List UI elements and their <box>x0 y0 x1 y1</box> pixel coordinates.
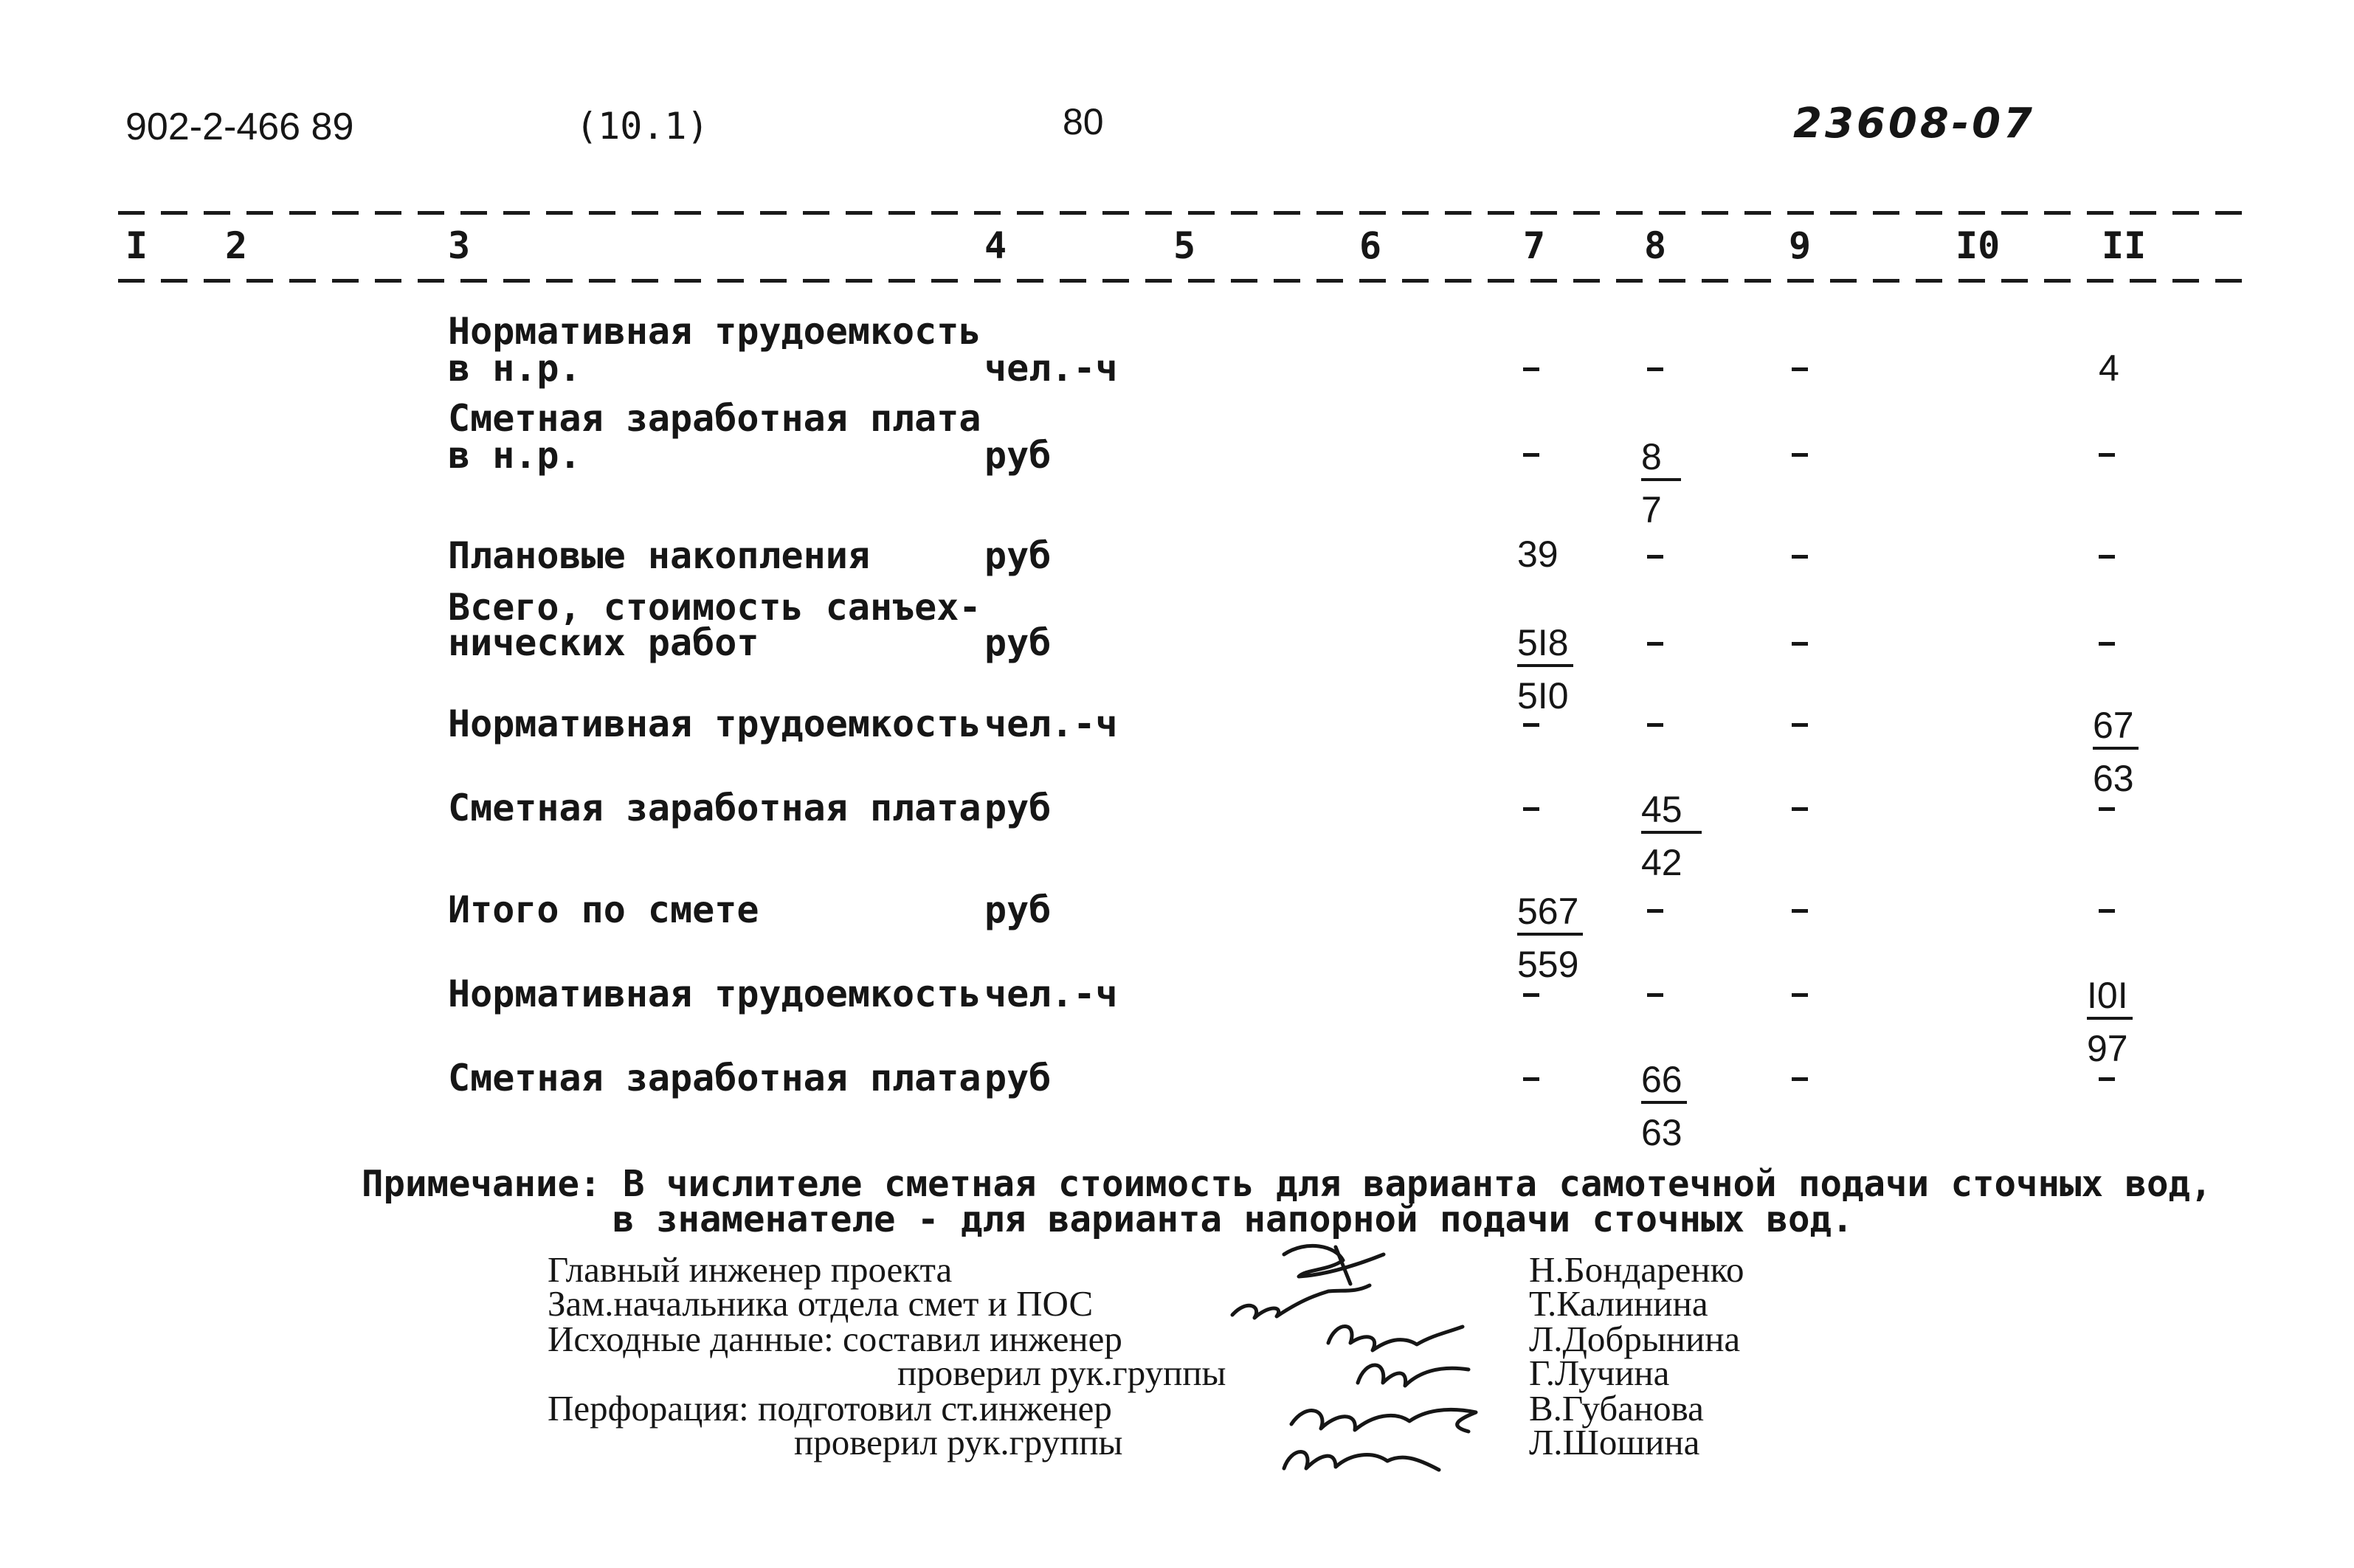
signature-role: Исходные данные: составил инженер <box>548 1319 1122 1359</box>
fraction-value <box>2087 974 2133 1067</box>
signature-role: Перфорация: подготовил ст.инженер <box>548 1388 1112 1429</box>
column-number: I <box>125 224 148 267</box>
signatory-name: Н.Бондаренко <box>1529 1249 1744 1290</box>
dash-mark <box>1647 642 1663 646</box>
signature-role: проверил рук.группы <box>897 1353 1226 1393</box>
signatory-name: Л.Шошина <box>1529 1422 1700 1462</box>
handwritten-signatures <box>1225 1225 1535 1476</box>
dash-mark <box>1792 909 1808 913</box>
fraction-numerator: 8 <box>1641 438 1681 481</box>
dash-mark <box>1523 1077 1539 1081</box>
row-unit: чел.-ч <box>984 347 1118 390</box>
fraction-denominator: 5I0 <box>1517 675 1569 716</box>
fraction-numerator: 66 <box>1641 1061 1687 1104</box>
row-name: в н.р. <box>448 434 581 477</box>
fraction-denominator: 97 <box>2087 1028 2128 1069</box>
row-unit: руб <box>984 534 1052 577</box>
signatory-name: В.Губанова <box>1529 1388 1704 1429</box>
row-name: Сметная заработная плата <box>448 397 981 440</box>
fraction-value <box>1517 890 1583 983</box>
dash-mark <box>1523 453 1539 457</box>
column-number: 6 <box>1359 224 1382 267</box>
note-line: в знаменателе - для варианта напорной подачи сточных вод. <box>612 1198 1854 1240</box>
row-name: Нормативная трудоемкость <box>448 310 981 353</box>
column-number: 5 <box>1173 224 1196 267</box>
page-number: 80 <box>1063 101 1104 142</box>
dash-mark <box>2099 555 2115 559</box>
dash-mark <box>1647 993 1663 997</box>
fraction-denominator: 63 <box>1641 1112 1682 1153</box>
signatory-name: Т.Калинина <box>1529 1283 1708 1324</box>
dash-mark <box>2099 642 2115 646</box>
fraction-denominator: 559 <box>1517 944 1579 985</box>
header-top-rule <box>118 211 2251 215</box>
signature-role: Главный инженер проекта <box>548 1249 953 1290</box>
column-number: 9 <box>1789 224 1812 267</box>
row-name: Сметная заработная плата <box>448 1057 981 1099</box>
cell-value: 4 <box>2099 348 2119 389</box>
fraction-denominator: 63 <box>2093 758 2134 799</box>
column-number: 7 <box>1523 224 1546 267</box>
fraction-numerator: 45 <box>1641 791 1702 834</box>
dash-mark <box>1647 367 1663 371</box>
fraction-numerator: 5I8 <box>1517 624 1573 667</box>
dash-mark <box>1792 642 1808 646</box>
row-name: Всего, стоимость санъех- <box>448 586 981 629</box>
dash-mark <box>1523 723 1539 727</box>
dash-mark <box>1647 909 1663 913</box>
dash-mark <box>1792 367 1808 371</box>
dash-mark <box>1523 993 1539 997</box>
dash-mark <box>1792 723 1808 727</box>
fraction-value <box>1641 1058 1687 1151</box>
dash-mark <box>1792 807 1808 811</box>
fraction-denominator: 42 <box>1641 842 1682 883</box>
dash-mark <box>1523 367 1539 371</box>
dash-mark <box>1792 453 1808 457</box>
note-line: Примечание: В числителе сметная стоимость для варианта самотечной подачи сточных вод, <box>362 1163 2212 1205</box>
fraction-numerator: I0I <box>2087 977 2133 1020</box>
fraction-value <box>1517 621 1573 714</box>
signature-role: проверил рук.группы <box>794 1422 1123 1462</box>
column-number: 4 <box>984 224 1007 267</box>
dash-mark <box>1792 1077 1808 1081</box>
row-unit: руб <box>984 888 1052 931</box>
dash-mark <box>1792 555 1808 559</box>
dash-mark <box>2099 807 2115 811</box>
row-unit: чел.-ч <box>984 702 1118 745</box>
row-unit: руб <box>984 621 1052 664</box>
dash-mark <box>1792 993 1808 997</box>
fraction-numerator: 67 <box>2093 707 2139 750</box>
fraction-value <box>2093 704 2139 797</box>
signature-role: Зам.начальника отдела смет и ПОС <box>548 1283 1094 1324</box>
dash-mark <box>2099 453 2115 457</box>
column-number: 3 <box>448 224 471 267</box>
dash-mark <box>1647 555 1663 559</box>
fraction-denominator: 7 <box>1641 489 1662 531</box>
dash-mark <box>2099 1077 2115 1081</box>
row-unit: руб <box>984 787 1052 829</box>
row-name: Нормативная трудоемкость <box>448 702 981 745</box>
fraction-numerator: 567 <box>1517 893 1583 936</box>
row-unit: чел.-ч <box>984 973 1118 1015</box>
cell-value: 39 <box>1517 533 1559 575</box>
column-number: I0 <box>1956 224 2001 267</box>
header-bottom-rule <box>118 279 2251 283</box>
section-number: (10.1) <box>576 105 709 148</box>
row-unit: руб <box>984 1057 1052 1099</box>
dash-mark <box>1647 723 1663 727</box>
document-code: 902-2-466 89 <box>125 106 354 148</box>
signatory-name: Л.Добрынина <box>1529 1319 1741 1359</box>
signatory-name: Г.Лучина <box>1529 1353 1670 1393</box>
dash-mark <box>1523 807 1539 811</box>
column-number: II <box>2102 224 2147 267</box>
row-name: в н.р. <box>448 347 581 390</box>
fraction-value <box>1641 435 1681 531</box>
dash-mark <box>2099 909 2115 913</box>
column-number: 8 <box>1644 224 1667 267</box>
row-name: Итого по смете <box>448 888 759 931</box>
row-name: нических работ <box>448 621 759 664</box>
column-number: 2 <box>225 224 248 267</box>
fraction-value <box>1641 788 1702 881</box>
row-unit: руб <box>984 434 1052 477</box>
row-name: Сметная заработная плата <box>448 787 981 829</box>
row-name: Плановые накопления <box>448 534 870 577</box>
document-id: 23608-07 <box>1793 100 2035 148</box>
row-name: Нормативная трудоемкость <box>448 973 981 1015</box>
